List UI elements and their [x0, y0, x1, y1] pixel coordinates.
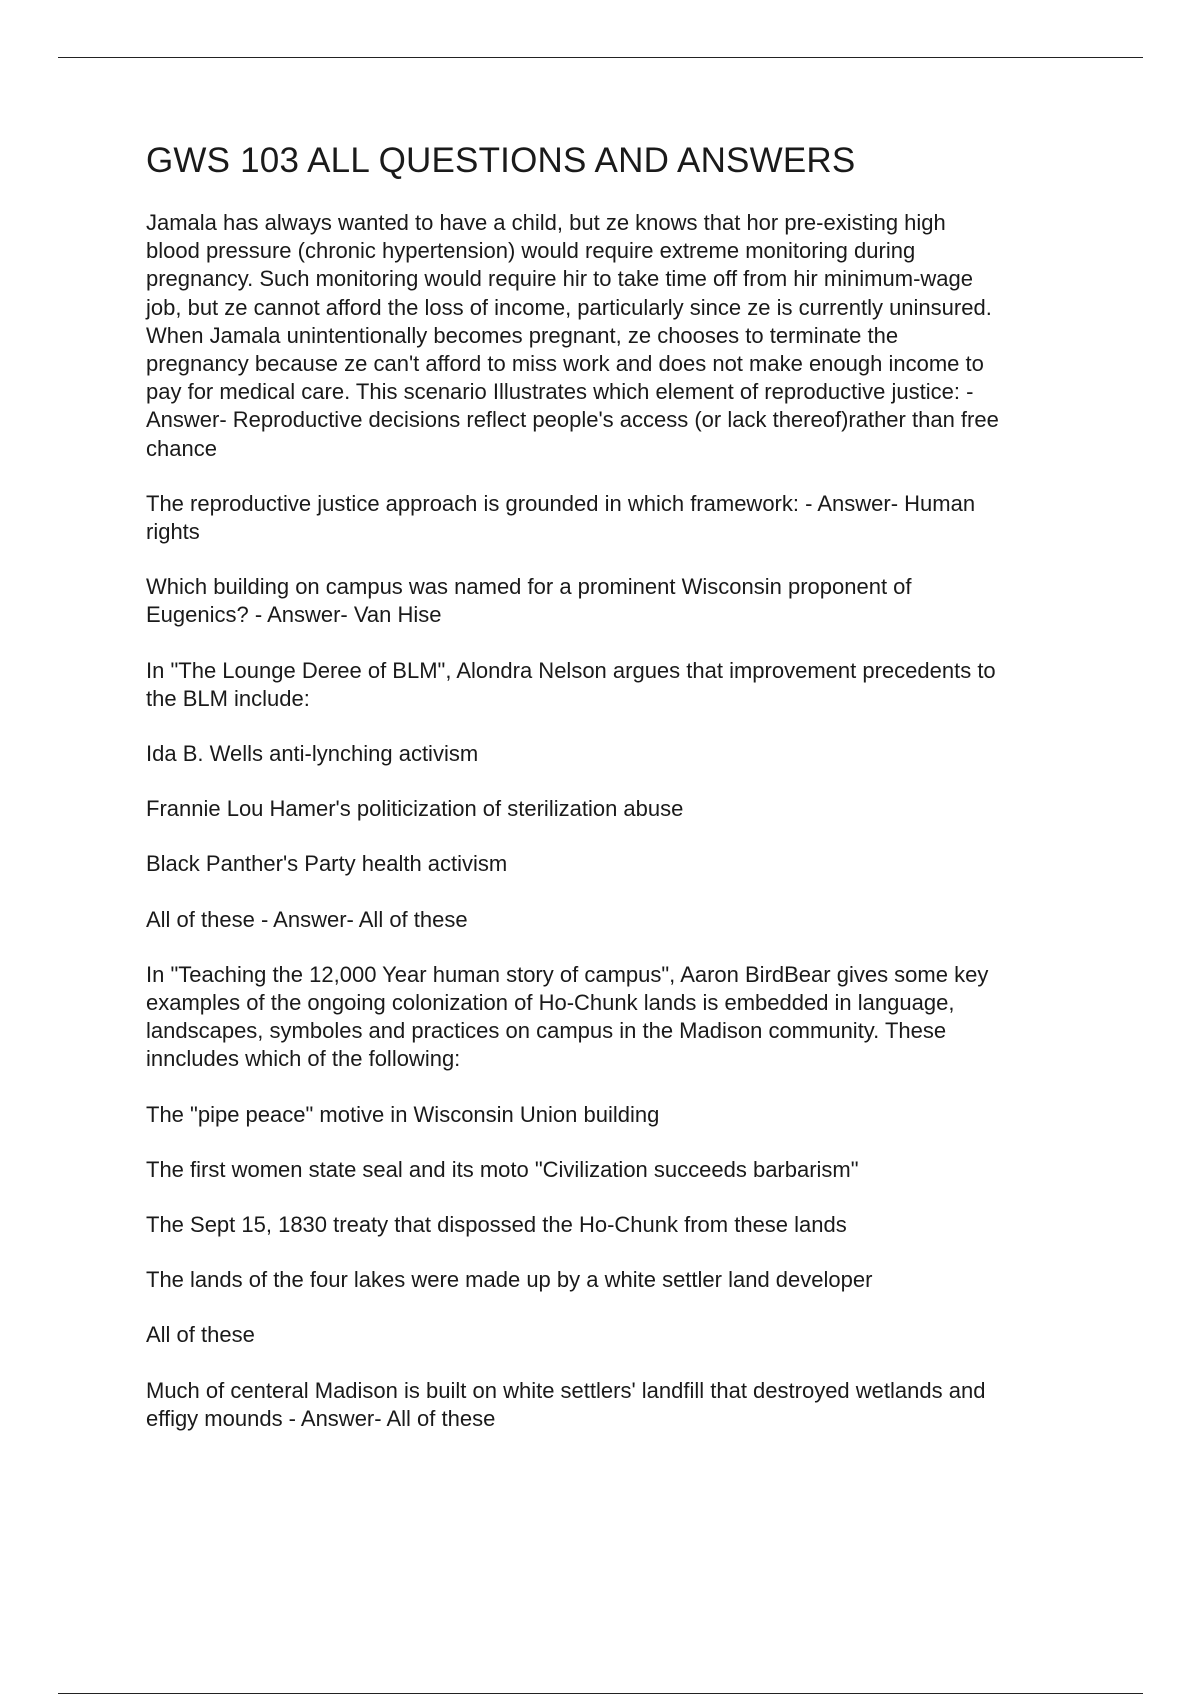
document-body — [146, 140, 1106, 1460]
option-ida-b-wells: Ida B. Wells anti-lynching activism — [146, 741, 479, 767]
option-black-panther-party: Black Panther's Party health activism — [146, 851, 508, 877]
answer-blm-precedents: All of these - Answer- All of these — [146, 906, 468, 932]
option-all-of-these: All of these — [146, 1322, 255, 1348]
question-eugenics-building: Which building on campus was named for a prominent Wisconsin proponent of Eugenics? - Answer- Van Hise — [146, 574, 912, 628]
option-frannie-lou-hamer: Frannie Lou Hamer's politicization of sterilization abuse — [146, 796, 684, 822]
option-1830-treaty: The Sept 15, 1830 treaty that dispossed the Ho-Chunk from these lands — [146, 1212, 847, 1238]
bottom-divider — [58, 1693, 1143, 1694]
question-framework: The reproductive justice approach is grounded in which framework: - Answer- Human rights — [146, 490, 976, 545]
question-birdbear-colonization: In "Teaching the 12,000 Year human story of campus", Aaron BirdBear gives some key examples of the ongoing colonization of Ho-Chunk lands is embedded in language, landscapes, symboles and practices on campus in the Madison community. These inncludes which of the following: — [146, 961, 989, 1072]
option-landfill-answer: Much of centeral Madison is built on white settlers' landfill that destroyed wetlands and effigy mounds - Answer- All of these — [146, 1377, 986, 1431]
option-pipe-peace: The "pipe peace" motive in Wisconsin Union building — [146, 1101, 660, 1127]
document-title: GWS 103 ALL QUESTIONS AND ANSWERS — [146, 141, 856, 180]
option-state-seal: The first women state seal and its moto "Civilization succeeds barbarism" — [146, 1156, 859, 1182]
option-four-lakes: The lands of the four lakes were made up by a white settler land developer — [146, 1267, 873, 1293]
question-jamala-scenario: Jamala has always wanted to have a child, but ze knows that hor pre-existing high blood pressure (chronic hypertension) would require extreme monitoring during pregnancy. Such monitoring would require hir to take time off from hir minimum-wage job, but ze cannot afford the loss of income, particularly since ze is currently uninsured. When Jamala unintentionally becomes pregnant, ze chooses to terminate the pregnancy because ze can't afford to miss work and does not make enough income to pay for medical care. This scenario Illustrates which element of reproductive justice: - Answer- Reproductive decisions reflect people's access (or lack thereof)rather than free chance — [146, 210, 999, 461]
top-divider — [58, 57, 1143, 58]
question-blm-precedents: In "The Lounge Deree of BLM", Alondra Nelson argues that improvement precedents to the BLM include: — [146, 657, 996, 711]
